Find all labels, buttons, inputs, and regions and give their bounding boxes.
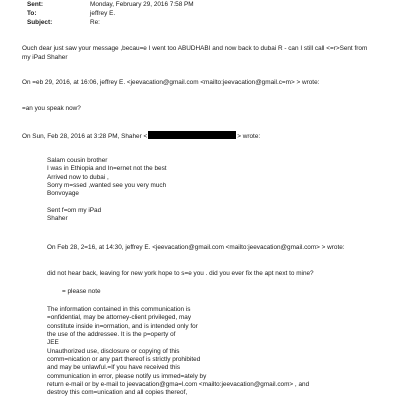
subject-value: Re: bbox=[90, 19, 100, 26]
disclaimer-line: return e-mail or by e-mail to jeevacation@gma=l.com <mailto:jeevacation@gmail.com> , and bbox=[47, 380, 310, 388]
quote2-attrib-post: > wrote: bbox=[237, 133, 261, 140]
quote3-text: did not hear back, leaving for new york hope to s=e you . did you ever fix the apt next to mine? bbox=[47, 270, 314, 277]
quote1-text: =an you speak now? bbox=[22, 105, 81, 112]
reply-line-1: Ouch dear just saw your message ,becau=e I went too ABUDHABI and now back to dubai R - can I still call <=r>Sent from bbox=[22, 45, 368, 52]
disclaimer-line: the use of the addressee. It is the p=operty of bbox=[47, 330, 176, 338]
sent-label: Sent: bbox=[27, 1, 43, 8]
redaction-box bbox=[148, 131, 236, 139]
shaher-line: Salam cousin brother bbox=[47, 157, 108, 164]
reply-line-2: my iPad Shaher bbox=[22, 54, 68, 61]
shaher-message bbox=[47, 157, 167, 223]
shaher-line: Sent f=om my iPad bbox=[47, 206, 102, 214]
shaher-line bbox=[47, 199, 167, 207]
quote2-attrib-pre: On Sun, Feb 28, 2016 at 3:28 PM, Shaher < bbox=[22, 133, 148, 140]
please-note: = please note bbox=[62, 288, 101, 295]
to-row bbox=[27, 10, 115, 18]
disclaimer bbox=[47, 306, 309, 398]
to-value: jeffrey E. bbox=[90, 10, 116, 17]
disclaimer-line: and may be unlawful.=If you have received this bbox=[47, 364, 181, 372]
shaher-line: Shaher bbox=[47, 214, 68, 222]
disclaimer-line: communication in error, please notify us immed=ately by bbox=[47, 372, 207, 380]
quote3-attribution: On Feb 28, 2=16, at 14:30, jeffrey E. <jeevacation@gmail.com <mailto:jeevacation@gmail.com> > wrote: bbox=[47, 244, 345, 251]
disclaimer-line: Unauthorized use, disclosure or copying of this bbox=[47, 347, 180, 355]
disclaimer-line: destroy this com=unication and all copies thereof, bbox=[47, 389, 188, 397]
shaher-line: I was in Ethiopia and In=ernet not the best bbox=[47, 165, 167, 173]
sent-row bbox=[27, 1, 194, 9]
quote1-attribution: On =eb 29, 2016, at 16:06, jeffrey E. <jeevacation@gmail.com <mailto:jeevacation@gmail.c=m> > wrote: bbox=[22, 79, 320, 86]
disclaimer-line: constitute inside in=ormation, and is intended only for bbox=[47, 322, 198, 330]
disclaimer-line: JEE bbox=[47, 339, 59, 347]
subject-row bbox=[27, 19, 100, 27]
disclaimer-line: =onfidential, may be attorney-client privileged, may bbox=[47, 314, 192, 322]
sent-value: Monday, February 29, 2016 7:58 PM bbox=[90, 1, 194, 8]
to-label: To: bbox=[27, 10, 37, 17]
quote2-attribution bbox=[22, 131, 260, 141]
shaher-line: Arrived now to dubai , bbox=[47, 173, 109, 181]
shaher-line: Sorry m=ssed ,wanted see you very much bbox=[47, 181, 167, 189]
shaher-line: Bonvoyage bbox=[47, 190, 79, 198]
disclaimer-line: The information contained in this communication is bbox=[47, 306, 191, 313]
subject-label: Subject: bbox=[27, 19, 53, 26]
disclaimer-line: comm=nication or any part thereof is strictly prohibited bbox=[47, 355, 201, 363]
